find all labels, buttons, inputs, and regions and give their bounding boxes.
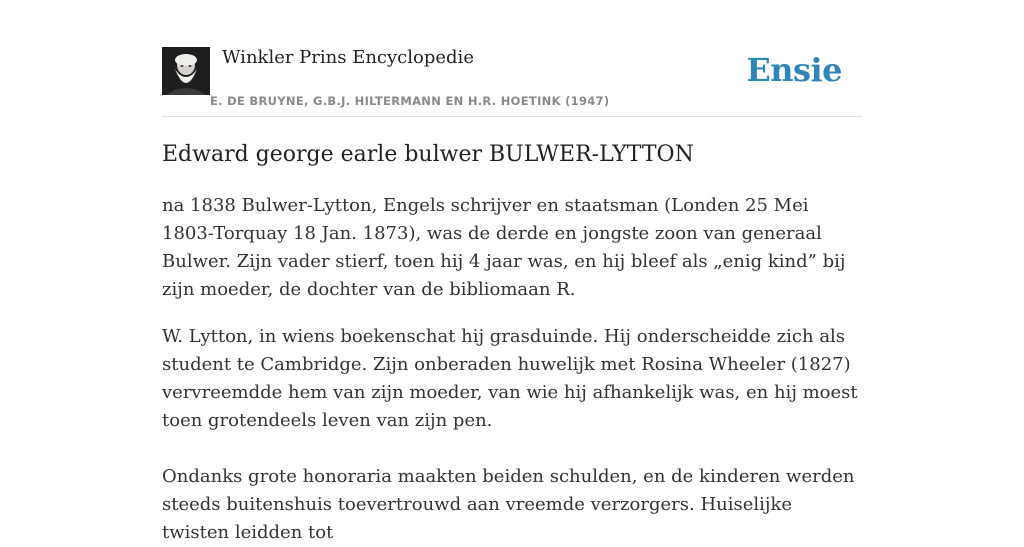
publication-authors: E. DE BRUYNE, G.B.J. HILTERMANN EN H.R. HOETINK (1947) — [210, 94, 610, 108]
article-paragraph-3: Ondanks grote honoraria maakten beiden schulden, en de kinderen werden steeds buitenshuis toevertrouwd aan vreemde verzorgers. Huiselijke twisten leidden tot — [162, 466, 855, 543]
portrait-image — [162, 47, 210, 95]
article-paragraph-1: na 1838 Bulwer-Lytton, Engels schrijver en staatsman (Londen 25 Mei 1803-Torquay 18 Jan. 1873), was de derde en jongste zoon van generaal Bulwer. Zijn vader stierf, toen hij 4 jaar was, en hij bleef als „enig kind” bij zijn moeder, de dochter van de bibliomaan R. — [162, 195, 846, 300]
publication-title[interactable]: Winkler Prins Encyclopedie — [222, 47, 474, 68]
ensie-logo[interactable]: Ensie — [746, 51, 842, 89]
author-portrait-avatar[interactable] — [162, 47, 210, 95]
article-title: Edward george earle bulwer BULWER-LYTTON — [162, 142, 694, 167]
publication-header — [162, 0, 862, 117]
page — [162, 0, 862, 543]
article-paragraph-2: W. Lytton, in wiens boekenschat hij grasduinde. Hij onderscheidde zich als student te Cambridge. Zijn onberaden huwelijk met Rosina Wheeler (1827) vervreemdde hem van zijn moeder, van wie hij afhankelijk was, en hij moest toen grotendeels leven van zijn pen. — [162, 326, 858, 431]
